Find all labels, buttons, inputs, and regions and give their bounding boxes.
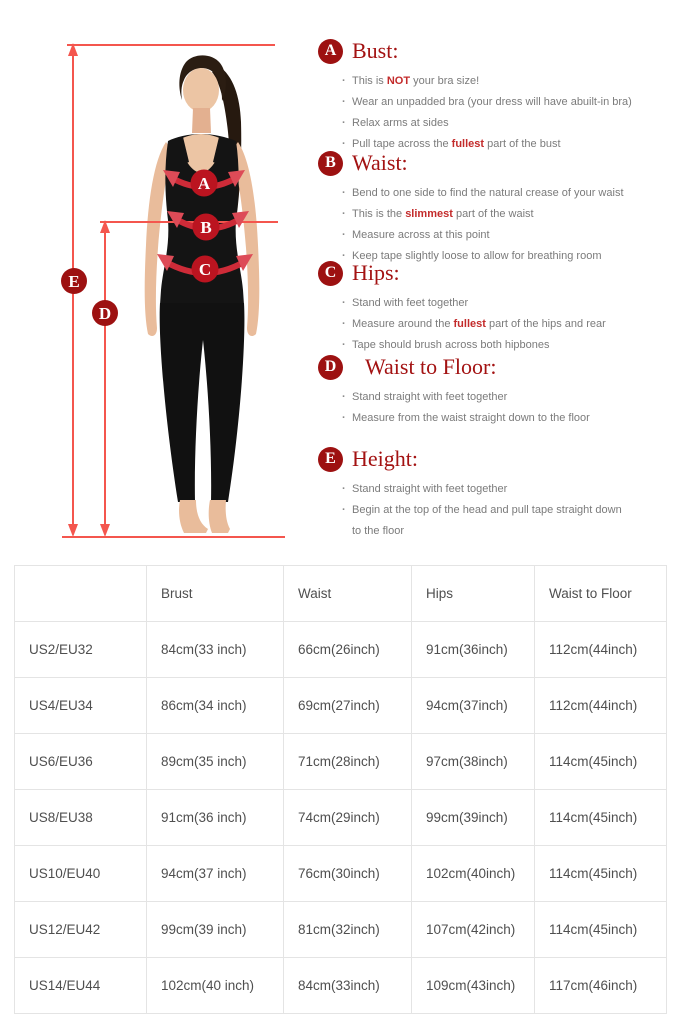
measurement-cell: 114cm(45inch)	[535, 734, 667, 790]
measurement-cell: 112cm(44inch)	[535, 678, 667, 734]
measurement-cell: 71cm(28inch)	[284, 734, 412, 790]
wtf-line-arrow-bottom	[100, 524, 110, 537]
table-header-cell: Waist to Floor	[535, 566, 667, 622]
instruction-bullet	[342, 314, 680, 335]
size-label-cell: US10/EU40	[15, 846, 147, 902]
size-label-cell: US2/EU32	[15, 622, 147, 678]
section-title-bust: Bust:	[352, 38, 399, 63]
emphasized-text: fullest	[451, 138, 485, 150]
measurement-cell: 84cm(33 inch)	[147, 622, 284, 678]
bullet-text: Stand straight with feet together	[352, 483, 508, 495]
instruction-bullet	[342, 335, 680, 356]
letter-badge-b: B	[318, 151, 343, 176]
measurement-cell: 94cm(37inch)	[412, 678, 535, 734]
measurement-cell: 109cm(43inch)	[412, 958, 535, 1014]
waist-marker-letter: B	[200, 218, 212, 237]
measurement-cell: 102cm(40inch)	[412, 846, 535, 902]
table-row	[15, 790, 667, 846]
bullet-text: Begin at the top of the head and pull tape straight down	[352, 504, 622, 516]
measurement-section-bust	[318, 38, 680, 155]
size-label-cell: US8/EU38	[15, 790, 147, 846]
measurement-section-waist-to-floor	[318, 354, 680, 429]
instruction-bullet	[342, 408, 680, 429]
bullet-text: Measure from the waist straight down to the floor	[352, 412, 590, 424]
instruction-bullet	[342, 225, 680, 246]
measurement-cell: 112cm(44inch)	[535, 622, 667, 678]
measurement-cell: 114cm(45inch)	[535, 902, 667, 958]
bullet-text: your bra size!	[410, 75, 480, 87]
measurement-cell: 97cm(38inch)	[412, 734, 535, 790]
measurement-cell: 91cm(36inch)	[412, 622, 535, 678]
letter-badge-d: D	[318, 355, 343, 380]
bullet-text: Keep tape slightly loose to allow for breathing room	[352, 250, 602, 262]
measurement-figure	[0, 0, 320, 560]
table-header-cell	[15, 566, 147, 622]
measurement-cell: 114cm(45inch)	[535, 846, 667, 902]
size-table-head	[15, 566, 667, 622]
section-title-hips: Hips:	[352, 260, 400, 285]
model-neck	[192, 108, 211, 133]
instruction-bullet	[342, 204, 680, 225]
table-row	[15, 678, 667, 734]
measurement-cell: 86cm(34 inch)	[147, 678, 284, 734]
bullet-text: Bend to one side to find the natural crease of your waist	[352, 187, 624, 199]
bullet-text: Measure around the	[352, 318, 454, 330]
measurement-cell: 99cm(39inch)	[412, 790, 535, 846]
table-row	[15, 958, 667, 1014]
measurement-cell: 69cm(27inch)	[284, 678, 412, 734]
measurement-section-hips	[318, 260, 680, 356]
measurement-cell: 117cm(46inch)	[535, 958, 667, 1014]
model-head	[183, 68, 219, 112]
bullet-text: Pull tape across the	[352, 138, 452, 150]
measurement-cell: 102cm(40 inch)	[147, 958, 284, 1014]
size-label-cell: US6/EU36	[15, 734, 147, 790]
size-label-cell: US12/EU42	[15, 902, 147, 958]
bullet-text: Stand straight with feet together	[352, 391, 508, 403]
table-header-cell: Brust	[147, 566, 284, 622]
model-foot-left	[179, 500, 208, 533]
measurement-cell: 89cm(35 inch)	[147, 734, 284, 790]
instruction-bullet	[342, 479, 680, 500]
model-foot-right	[209, 500, 230, 533]
table-header-row	[15, 566, 667, 622]
instruction-bullet	[342, 113, 680, 134]
size-table-body	[15, 622, 667, 1014]
measurement-cell: 99cm(39 inch)	[147, 902, 284, 958]
bullet-text: to the floor	[352, 525, 404, 537]
measurement-cell: 84cm(33inch)	[284, 958, 412, 1014]
waist-to-floor-marker-letter: D	[98, 304, 112, 323]
measurement-section-waist	[318, 150, 680, 267]
instruction-bullet	[342, 500, 680, 542]
bullet-text: This is the	[352, 208, 406, 220]
model-figure	[145, 55, 260, 533]
emphasized-text: fullest	[453, 318, 486, 330]
bullet-text: Stand with feet together	[352, 297, 469, 309]
bullet-text: part of the bust	[484, 138, 561, 150]
section-title-waist-to-floor: Waist to Floor:	[365, 354, 497, 379]
measurement-guide	[318, 0, 680, 560]
bullet-text: This is	[352, 75, 387, 87]
table-header-cell: Hips	[412, 566, 535, 622]
size-table	[14, 565, 667, 1014]
measurement-section-height	[318, 446, 680, 542]
measurement-cell: 107cm(42inch)	[412, 902, 535, 958]
instruction-bullet	[342, 71, 680, 92]
table-header-cell: Waist	[284, 566, 412, 622]
bullet-text: Measure across at this point	[352, 229, 490, 241]
measurement-cell: 94cm(37 inch)	[147, 846, 284, 902]
section-title-waist: Waist:	[352, 150, 408, 175]
measurement-cell: 76cm(30inch)	[284, 846, 412, 902]
bullet-text: Tape should brush across both hipbones	[352, 339, 550, 351]
instruction-bullet	[342, 183, 680, 204]
measurement-cell: 66cm(26inch)	[284, 622, 412, 678]
table-row	[15, 846, 667, 902]
height-marker-letter: E	[68, 272, 80, 291]
letter-badge-c: C	[318, 261, 343, 286]
bullet-text: part of the hips and rear	[485, 318, 606, 330]
instruction-bullet	[342, 293, 680, 314]
table-row	[15, 622, 667, 678]
letter-badge-a: A	[318, 39, 343, 64]
bust-marker-letter: A	[197, 174, 211, 193]
measurement-cell: 114cm(45inch)	[535, 790, 667, 846]
measurement-cell: 81cm(32inch)	[284, 902, 412, 958]
table-row	[15, 902, 667, 958]
size-label-cell: US14/EU44	[15, 958, 147, 1014]
section-title-height: Height:	[352, 446, 418, 471]
table-row	[15, 734, 667, 790]
instruction-bullet	[342, 92, 680, 113]
emphasized-text: slimmest	[405, 208, 453, 220]
model-leggings	[160, 303, 245, 502]
measurement-cell: 74cm(29inch)	[284, 790, 412, 846]
bullet-text: part of the waist	[452, 208, 534, 220]
hips-marker-letter: C	[198, 260, 212, 279]
height-line-arrow-bottom	[68, 524, 78, 537]
instruction-bullet	[342, 387, 680, 408]
letter-badge-e: E	[318, 447, 343, 472]
bullet-text: Wear an unpadded bra (your dress will have abuilt-in bra)	[352, 96, 632, 108]
size-label-cell: US4/EU34	[15, 678, 147, 734]
emphasized-text: NOT	[386, 75, 411, 87]
measurement-cell: 91cm(36 inch)	[147, 790, 284, 846]
bullet-text: Relax arms at sides	[352, 117, 449, 129]
